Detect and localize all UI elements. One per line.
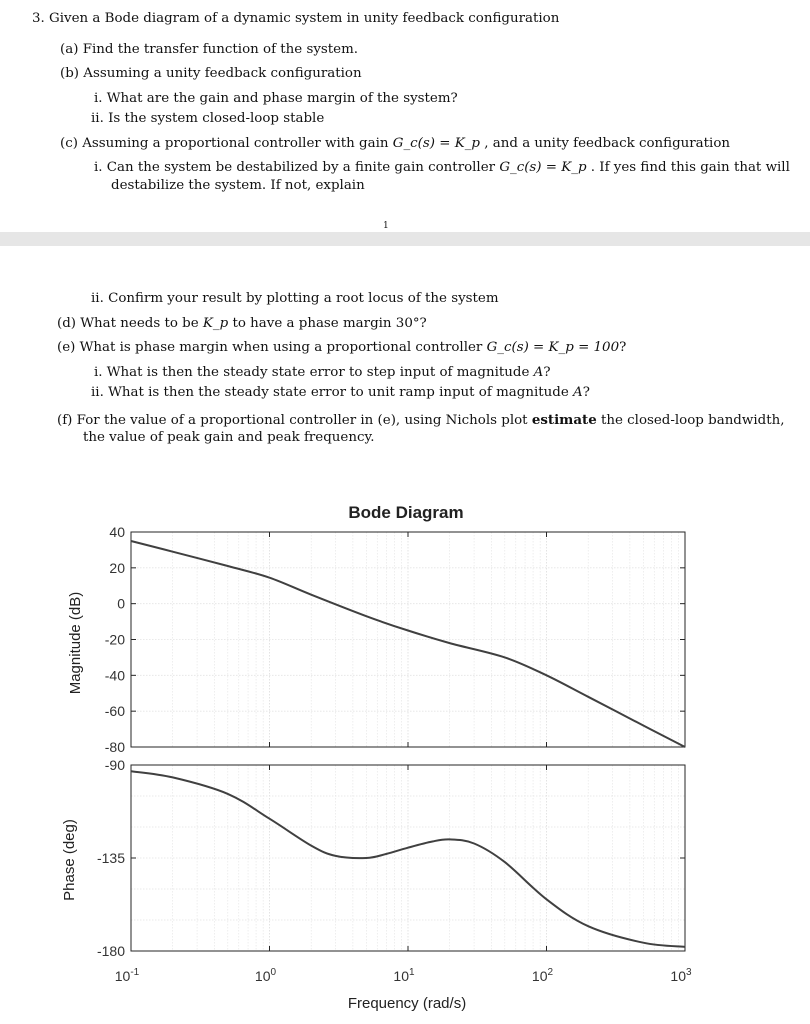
magnitude-tick-label: 40 [109, 524, 125, 540]
part-d-text: (d) What needs to be [57, 316, 203, 331]
magnitude-ylabel: Magnitude (dB) [67, 591, 84, 695]
x-tick-label: $10^{-1}$ [114, 967, 140, 984]
page-number: 1 [383, 221, 389, 231]
question-heading: 3. Given a Bode diagram of a dynamic system in unity feedback configuration [32, 11, 560, 26]
x-axis-label: Frequency (rad/s) [347, 995, 467, 1012]
part-a: (a) Find the transfer function of the system. [60, 42, 359, 57]
part-e-ii [91, 385, 590, 401]
part-c-i-text: i. Can the system be destabilized by a finite gain controller [94, 160, 500, 175]
part-b-ii: ii. Is the system closed-loop stable [91, 111, 325, 126]
chart-title: Bode Diagram [348, 503, 464, 522]
part-e-i-math: A [533, 365, 544, 380]
phase-tick-label: -90 [104, 757, 125, 773]
part-c-i-math: G_c(s) = K_p [499, 160, 587, 175]
part-e-ii-text-end: ? [582, 385, 590, 400]
part-e-text-end: ? [619, 340, 627, 355]
part-f [57, 412, 784, 429]
magnitude-tick-label: -80 [104, 739, 125, 755]
part-e-text: (e) What is phase margin when using a proportional controller [57, 340, 487, 355]
phase-grid [131, 765, 685, 951]
bode-diagram [0, 490, 810, 1020]
part-e-ii-math: A [573, 385, 583, 400]
page-break [0, 232, 810, 246]
magnitude-tick-label: -20 [104, 631, 125, 648]
magnitude-tick-label: -60 [104, 703, 125, 720]
part-b: (b) Assuming a unity feedback configuration [60, 66, 362, 81]
part-f-bold: estimate [531, 412, 597, 428]
part-c [60, 136, 730, 152]
page-1 [0, 0, 810, 232]
part-b-i: i. What are the gain and phase margin of the system? [94, 91, 458, 106]
magnitude-tick-label: 0 [117, 595, 125, 612]
phase-tick-label: -180 [96, 943, 125, 959]
part-c-ii: ii. Confirm your result by plotting a root locus of the system [91, 291, 499, 306]
magnitude-tick-label: -40 [104, 667, 125, 684]
part-d [57, 316, 427, 332]
x-tick-label: $10^2$ [531, 967, 554, 984]
part-e-i [94, 365, 551, 381]
part-d-text-end: to have a phase margin 30°? [228, 316, 427, 331]
part-c-i-text-end: . If yes find this gain that will [586, 160, 790, 175]
part-c-text-end: , and a unity feedback configuration [479, 136, 731, 151]
magnitude-tick-label: 20 [109, 559, 125, 576]
x-tick-label: $10^0$ [254, 967, 277, 984]
part-f-text-end: the closed-loop bandwidth, [596, 413, 785, 428]
part-c-i [94, 160, 790, 176]
magnitude-grid [131, 532, 685, 747]
x-ticks [115, 532, 692, 984]
part-e [57, 340, 626, 356]
phase-ylabel: Phase (deg) [61, 819, 78, 901]
part-d-math: K_p [202, 316, 229, 331]
part-c-text: (c) Assuming a proportional controller with gain [60, 136, 393, 151]
x-tick-label: $10^3$ [670, 967, 692, 984]
part-c-math: G_c(s) = K_p [392, 136, 480, 151]
phase-tick-label: -135 [96, 850, 125, 866]
x-tick-label: $10^1$ [393, 967, 415, 984]
part-e-i-text: i. What is then the steady state error to step input of magnitude [94, 365, 534, 380]
part-e-i-text-end: ? [543, 365, 551, 380]
part-e-ii-text: ii. What is then the steady state error to unit ramp input of magnitude [91, 385, 574, 400]
part-f-text: (f) For the value of a proportional controller in (e), using Nichols plot [57, 413, 532, 428]
part-e-math: G_c(s) = K_p = 100 [486, 340, 620, 355]
part-f-continued: the value of peak gain and peak frequency. [83, 430, 375, 445]
part-c-i-continued: destabilize the system. If not, explain [111, 178, 365, 193]
